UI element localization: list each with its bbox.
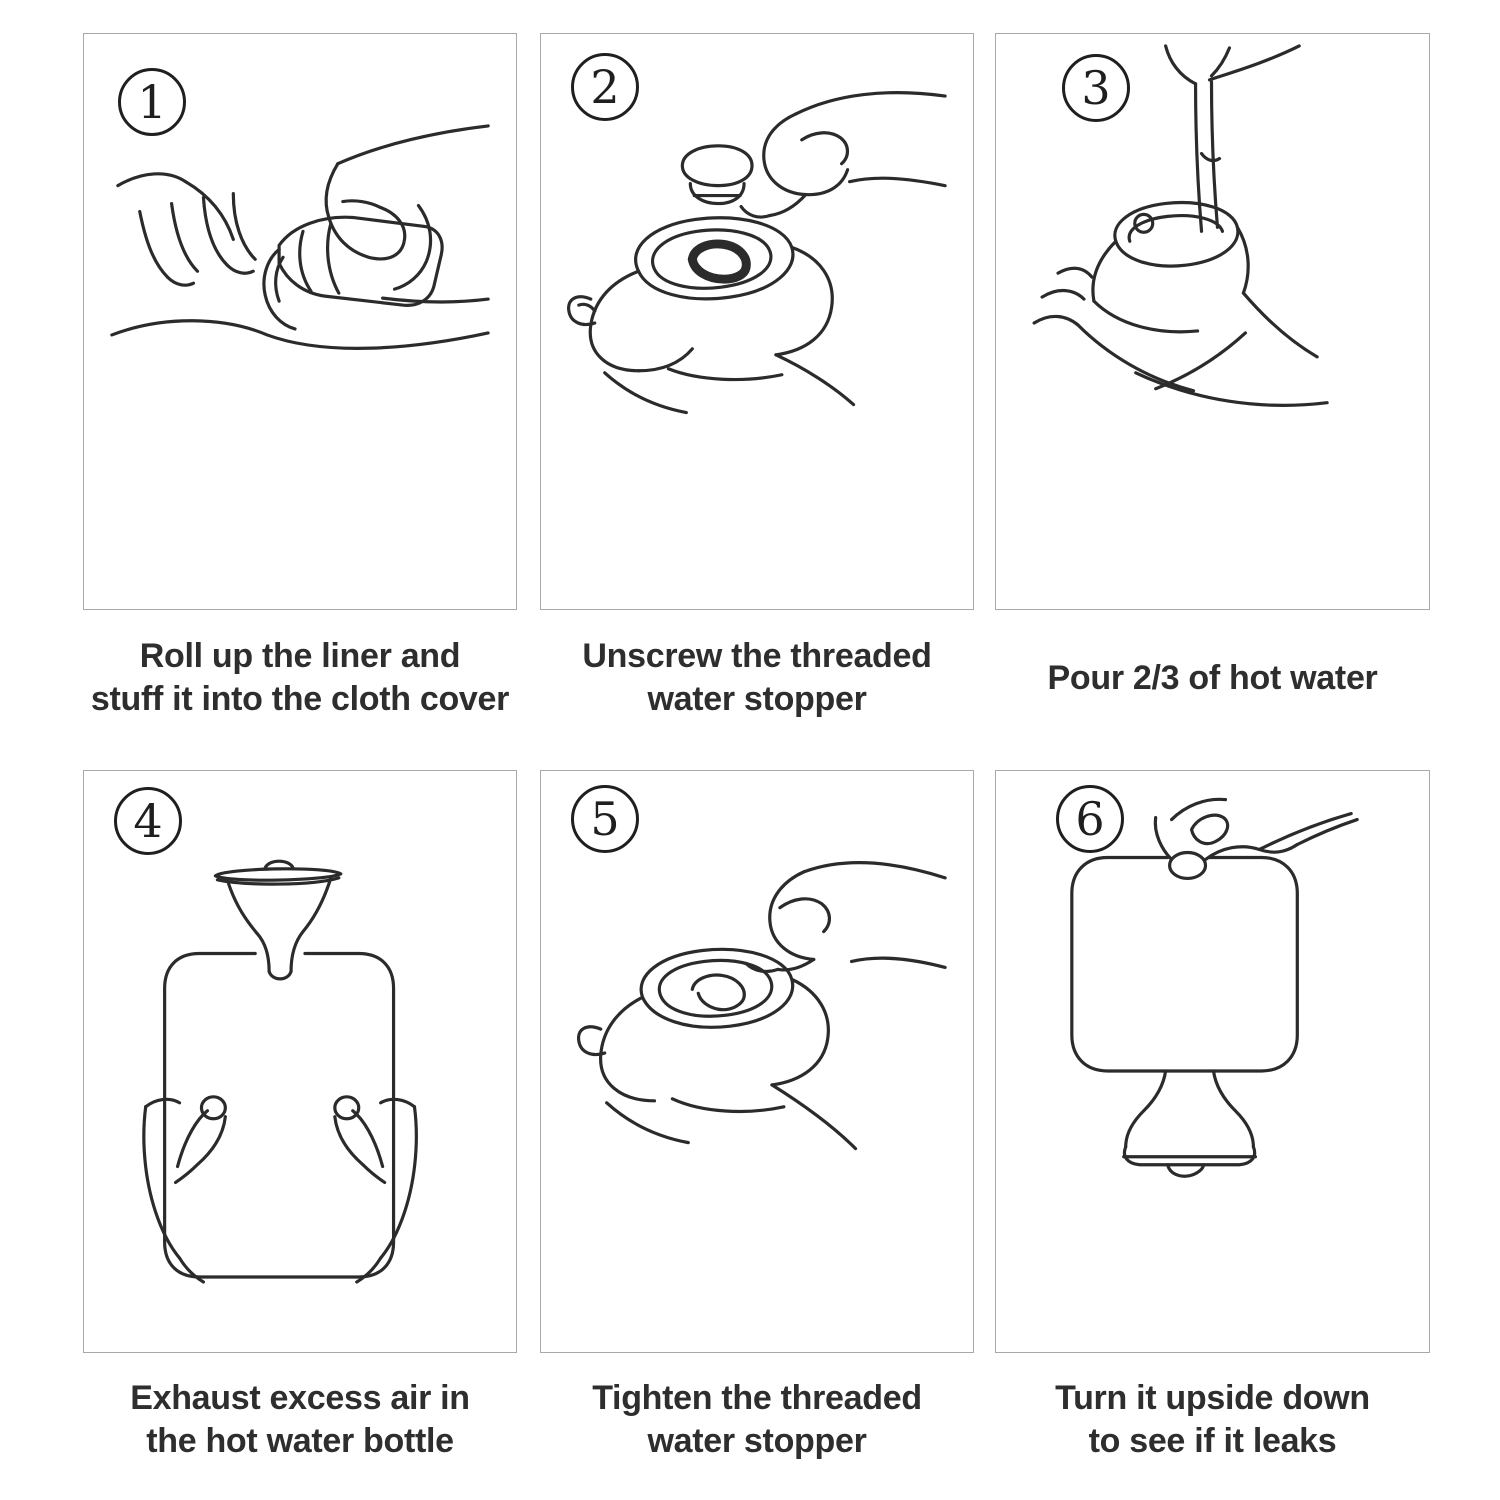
step-number: 5	[590, 792, 620, 846]
step-3-panel	[995, 33, 1430, 610]
step-number: 6	[1075, 792, 1105, 846]
step-5-caption	[540, 1360, 974, 1480]
caption-line: Roll up the liner and	[139, 637, 461, 675]
caption-line: water stopper	[647, 680, 867, 718]
step-1-caption	[83, 620, 517, 736]
caption-line: water stopper	[647, 1422, 867, 1460]
step-2-number-badge	[571, 53, 639, 121]
caption-line: to see if it leaks	[1088, 1422, 1337, 1460]
step-4-caption	[83, 1360, 517, 1480]
step-number: 2	[590, 60, 620, 114]
step-2-panel	[540, 33, 974, 610]
step-6-caption	[995, 1360, 1430, 1480]
step-number: 1	[137, 75, 167, 129]
step-number: 4	[133, 794, 163, 848]
step-4-number-badge	[114, 787, 182, 855]
step-3-caption	[995, 620, 1430, 736]
step-5-number-badge	[571, 785, 639, 853]
caption-line: the hot water bottle	[146, 1422, 454, 1460]
step-6-number-badge	[1056, 785, 1124, 853]
pressing-air-out-illustration	[84, 771, 516, 1352]
caption-line: Pour 2/3 of hot water	[1047, 658, 1378, 697]
step-5-panel	[540, 770, 974, 1353]
upside-down-bottle-illustration	[996, 771, 1429, 1352]
pouring-water-illustration	[996, 34, 1429, 609]
hand-tightening-stopper-illustration	[541, 771, 973, 1352]
step-1-number-badge	[118, 68, 186, 136]
caption-line: Exhaust excess air in	[130, 1379, 470, 1417]
caption-line: Tighten the threaded	[592, 1379, 922, 1417]
step-number: 3	[1081, 61, 1111, 115]
step-3-number-badge	[1062, 54, 1130, 122]
step-2-caption	[540, 620, 974, 736]
caption-line: Turn it upside down	[1055, 1379, 1370, 1417]
step-4-panel	[83, 770, 517, 1353]
caption-line: Unscrew the threaded	[582, 637, 932, 675]
step-6-panel	[995, 770, 1430, 1353]
step-1-panel	[83, 33, 517, 610]
caption-line: stuff it into the cloth cover	[90, 680, 510, 718]
